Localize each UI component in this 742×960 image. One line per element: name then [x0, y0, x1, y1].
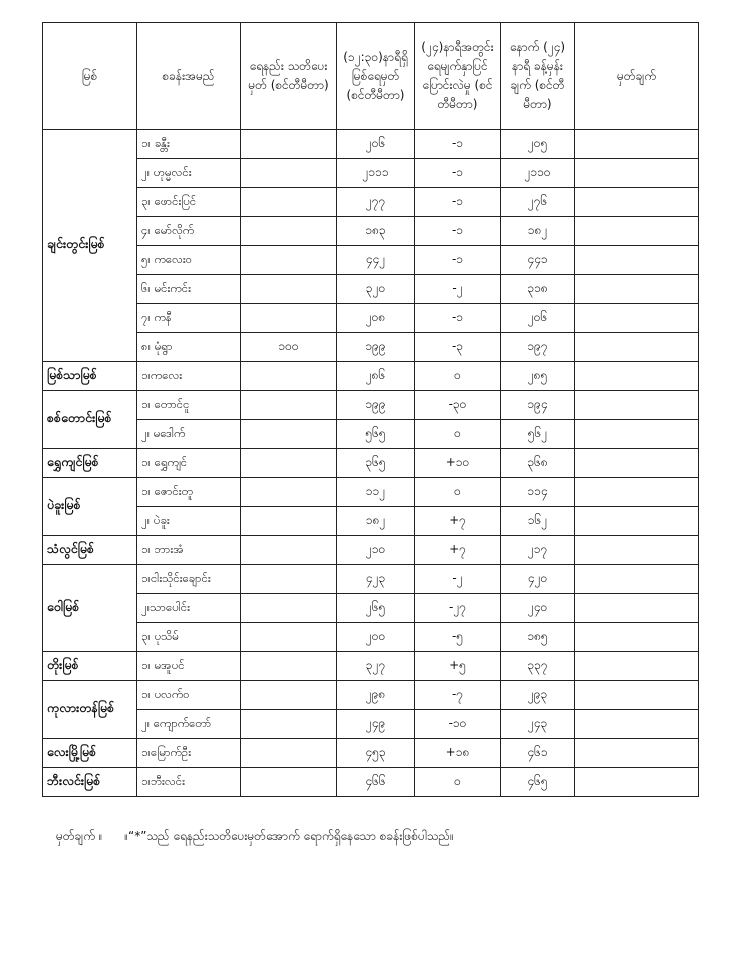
- recorded-level-cell: ၄၂၃: [337, 565, 415, 594]
- river-name-cell: ရွှေကျင်မြစ်: [43, 449, 137, 478]
- recorded-level-cell: ၂၇၇: [337, 188, 415, 217]
- station-cell: ၁။ငါးသိုင်းချောင်း: [137, 565, 241, 594]
- danger-level-cell: [241, 188, 337, 217]
- header-danger-level: ရေနည်း သတိပေးမှတ် (စင်တီမီတာ): [241, 23, 337, 130]
- forecast-cell: ၁၈၂: [501, 217, 575, 246]
- footnote-text: ။“*”သည် ရေနည်းသတိပေးမှတ်အောက် ရောက်ရှိနေသော စခန်းဖြစ်ပါသည်။: [124, 829, 454, 843]
- river-name-cell: ချင်းတွင်းမြစ်: [43, 130, 137, 362]
- danger-level-cell: [241, 623, 337, 652]
- recorded-level-cell: ၂၀၀: [337, 623, 415, 652]
- remark-cell: [575, 130, 699, 159]
- change-cell: ၀: [415, 362, 501, 391]
- forecast-cell: ၂၈၅: [501, 362, 575, 391]
- remark-cell: [575, 362, 699, 391]
- river-name-cell: သံလွင်မြစ်: [43, 536, 137, 565]
- remark-cell: [575, 536, 699, 565]
- header-remark: မှတ်ချက်: [575, 23, 699, 130]
- header-river: မြစ်: [43, 23, 137, 130]
- change-cell: -၁: [415, 217, 501, 246]
- header-station: စခန်းအမည်: [137, 23, 241, 130]
- change-cell: ၀: [415, 768, 501, 797]
- remark-cell: [575, 304, 699, 333]
- forecast-cell: ၄၆၅: [501, 768, 575, 797]
- table-row: [43, 420, 699, 449]
- station-cell: ၂။ ကျောက်တော်: [137, 710, 241, 739]
- danger-level-cell: [241, 652, 337, 681]
- danger-level-cell: [241, 681, 337, 710]
- table-row: [43, 565, 699, 594]
- river-name-cell: လေးမြို့မြစ်: [43, 739, 137, 768]
- river-name-cell: စစ်တောင်းမြစ်: [43, 391, 137, 449]
- footnote: [56, 828, 476, 846]
- table-row: [43, 652, 699, 681]
- change-cell: -၂: [415, 565, 501, 594]
- forecast-cell: ၄၂၀: [501, 565, 575, 594]
- danger-level-cell: [241, 130, 337, 159]
- forecast-cell: ၁၉၇: [501, 333, 575, 362]
- recorded-level-cell: ၂၀၆: [337, 130, 415, 159]
- table-row: [43, 710, 699, 739]
- change-cell: -၁: [415, 159, 501, 188]
- table-header-row: [43, 23, 699, 130]
- forecast-cell: ၂၀၆: [501, 304, 575, 333]
- forecast-cell: ၂၇၆: [501, 188, 575, 217]
- station-cell: ၁။ ပလက်ဝ: [137, 681, 241, 710]
- change-cell: -၃၀: [415, 391, 501, 420]
- remark-cell: [575, 449, 699, 478]
- header-forecast: နောက် (၂၄) နာရီ ခန့်မှန်းချက် (စင်တီမီတာ): [501, 23, 575, 130]
- change-cell: +၅: [415, 652, 501, 681]
- table-row: [43, 478, 699, 507]
- forecast-cell: ၃၆၈: [501, 449, 575, 478]
- table-row: [43, 536, 699, 565]
- station-cell: ၄။ မော်လိုက်: [137, 217, 241, 246]
- change-cell: +၁၀: [415, 449, 501, 478]
- station-cell: ၅။ ကလေးဝ: [137, 246, 241, 275]
- recorded-level-cell: ၄၅၃: [337, 739, 415, 768]
- danger-level-cell: [241, 507, 337, 536]
- forecast-cell: ၁၉၄: [501, 391, 575, 420]
- table-row: [43, 130, 699, 159]
- recorded-level-cell: ၂၆၅: [337, 594, 415, 623]
- station-cell: ၁။ ဇောင်းတူ: [137, 478, 241, 507]
- remark-cell: [575, 188, 699, 217]
- forecast-cell: ၃၁၈: [501, 275, 575, 304]
- remark-cell: [575, 333, 699, 362]
- change-cell: -၅: [415, 623, 501, 652]
- remark-cell: [575, 594, 699, 623]
- recorded-level-cell: ၂၉၈: [337, 681, 415, 710]
- danger-level-cell: [241, 739, 337, 768]
- change-cell: ၀: [415, 420, 501, 449]
- river-name-cell: မြစ်သာမြစ်: [43, 362, 137, 391]
- remark-cell: [575, 623, 699, 652]
- forecast-cell: ၂၉၃: [501, 681, 575, 710]
- river-name-cell: ဝေါမြစ်: [43, 565, 137, 652]
- footnote-label: မှတ်ချက် ။: [56, 829, 103, 843]
- remark-cell: [575, 739, 699, 768]
- remark-cell: [575, 391, 699, 420]
- forecast-cell: ၂၁၁၀: [501, 159, 575, 188]
- change-cell: -၁: [415, 246, 501, 275]
- recorded-level-cell: ၁၁၂: [337, 478, 415, 507]
- table-row: [43, 449, 699, 478]
- recorded-level-cell: ၂၈၆: [337, 362, 415, 391]
- forecast-cell: ၃၃၇: [501, 652, 575, 681]
- station-cell: ၁။ ခန္တီး: [137, 130, 241, 159]
- change-cell: -၁: [415, 304, 501, 333]
- station-cell: ၁။ဘီးလင်း: [137, 768, 241, 797]
- station-cell: ၇။ ကနီ: [137, 304, 241, 333]
- danger-level-cell: ၁၀၀: [241, 333, 337, 362]
- remark-cell: [575, 507, 699, 536]
- forecast-cell: ၅၆၂: [501, 420, 575, 449]
- remark-cell: [575, 681, 699, 710]
- recorded-level-cell: ၃၂၀: [337, 275, 415, 304]
- forecast-cell: ၁၈၅: [501, 623, 575, 652]
- danger-level-cell: [241, 362, 337, 391]
- station-cell: ၁။ကလေး: [137, 362, 241, 391]
- station-cell: ၁။ မအူပင်: [137, 652, 241, 681]
- water-level-table: [42, 22, 699, 797]
- station-cell: ၁။ တောင်ငူ: [137, 391, 241, 420]
- station-cell: ၃။ ပုသိမ်: [137, 623, 241, 652]
- danger-level-cell: [241, 768, 337, 797]
- danger-level-cell: [241, 478, 337, 507]
- forecast-cell: ၁၁၄: [501, 478, 575, 507]
- forecast-cell: ၁၆၂: [501, 507, 575, 536]
- forecast-cell: ၂၁၇: [501, 536, 575, 565]
- table-row: [43, 623, 699, 652]
- change-cell: +၇: [415, 536, 501, 565]
- station-cell: ၃။ ဖောင်းပြင်: [137, 188, 241, 217]
- remark-cell: [575, 478, 699, 507]
- remark-cell: [575, 565, 699, 594]
- station-cell: ၆။ မင်းကင်း: [137, 275, 241, 304]
- recorded-level-cell: ၂၁၁၁: [337, 159, 415, 188]
- change-cell: -၁၀: [415, 710, 501, 739]
- danger-level-cell: [241, 594, 337, 623]
- river-name-cell: ပဲခူးမြစ်: [43, 478, 137, 536]
- danger-level-cell: [241, 391, 337, 420]
- remark-cell: [575, 710, 699, 739]
- danger-level-cell: [241, 536, 337, 565]
- recorded-level-cell: ၃၆၅: [337, 449, 415, 478]
- danger-level-cell: [241, 565, 337, 594]
- river-name-cell: ကုလားတန်မြစ်: [43, 681, 137, 739]
- change-cell: -၇: [415, 681, 501, 710]
- danger-level-cell: [241, 217, 337, 246]
- station-cell: ၈။ မုံရွာ: [137, 333, 241, 362]
- danger-level-cell: [241, 159, 337, 188]
- table-row: [43, 507, 699, 536]
- remark-cell: [575, 217, 699, 246]
- danger-level-cell: [241, 710, 337, 739]
- table-row: [43, 246, 699, 275]
- river-name-cell: တိုးမြစ်: [43, 652, 137, 681]
- remark-cell: [575, 652, 699, 681]
- table-row: [43, 739, 699, 768]
- forecast-cell: ၄၄၁: [501, 246, 575, 275]
- header-24h-change: (၂၄)နာရီအတွင်း ရေမျက်နှာပြင် ပြောင်းလဲမှု (စင်တီမီတာ): [415, 23, 501, 130]
- table-row: [43, 768, 699, 797]
- recorded-level-cell: ၄၆၆: [337, 768, 415, 797]
- change-cell: -၁: [415, 130, 501, 159]
- danger-level-cell: [241, 420, 337, 449]
- station-cell: ၁။ ရွှေကျင်: [137, 449, 241, 478]
- station-cell: ၂။ ဟုမ္မလင်း: [137, 159, 241, 188]
- forecast-cell: ၂၀၅: [501, 130, 575, 159]
- table-row: [43, 304, 699, 333]
- forecast-cell: ၄၆၁: [501, 739, 575, 768]
- change-cell: -၃: [415, 333, 501, 362]
- recorded-level-cell: ၁၉၉: [337, 333, 415, 362]
- recorded-level-cell: ၁၉၉: [337, 391, 415, 420]
- danger-level-cell: [241, 246, 337, 275]
- table-row: [43, 333, 699, 362]
- recorded-level-cell: ၃၂၇: [337, 652, 415, 681]
- header-recorded-level: (၁၂:၃၀)နာရီရှိ မြစ်ရေမှတ် (စင်တီမီတာ): [337, 23, 415, 130]
- remark-cell: [575, 420, 699, 449]
- table-row: [43, 217, 699, 246]
- change-cell: -၁: [415, 188, 501, 217]
- recorded-level-cell: ၁၈၂: [337, 507, 415, 536]
- table-row: [43, 159, 699, 188]
- forecast-cell: ၂၄၀: [501, 594, 575, 623]
- danger-level-cell: [241, 304, 337, 333]
- forecast-cell: ၂၄၃: [501, 710, 575, 739]
- recorded-level-cell: ၂၄၉: [337, 710, 415, 739]
- station-cell: ၁။ ဘားအံ: [137, 536, 241, 565]
- table-row: [43, 681, 699, 710]
- station-cell: ၂။ မဒေါက်: [137, 420, 241, 449]
- recorded-level-cell: ၂၁၀: [337, 536, 415, 565]
- table-row: [43, 275, 699, 304]
- remark-cell: [575, 246, 699, 275]
- recorded-level-cell: ၂၀၈: [337, 304, 415, 333]
- table-row: [43, 362, 699, 391]
- recorded-level-cell: ၄၄၂: [337, 246, 415, 275]
- danger-level-cell: [241, 275, 337, 304]
- river-name-cell: ဘီးလင်းမြစ်: [43, 768, 137, 797]
- table-row: [43, 391, 699, 420]
- change-cell: -၂၇: [415, 594, 501, 623]
- change-cell: +၁၈: [415, 739, 501, 768]
- station-cell: ၂။ ပဲခူး: [137, 507, 241, 536]
- station-cell: ၁။မြောက်ဦး: [137, 739, 241, 768]
- recorded-level-cell: ၁၈၃: [337, 217, 415, 246]
- table-row: [43, 188, 699, 217]
- table-row: [43, 594, 699, 623]
- remark-cell: [575, 159, 699, 188]
- change-cell: -၂: [415, 275, 501, 304]
- table-body: [43, 130, 699, 797]
- remark-cell: [575, 275, 699, 304]
- change-cell: ၀: [415, 478, 501, 507]
- recorded-level-cell: ၅၆၅: [337, 420, 415, 449]
- change-cell: +၇: [415, 507, 501, 536]
- danger-level-cell: [241, 449, 337, 478]
- remark-cell: [575, 768, 699, 797]
- station-cell: ၂။သာပေါင်း: [137, 594, 241, 623]
